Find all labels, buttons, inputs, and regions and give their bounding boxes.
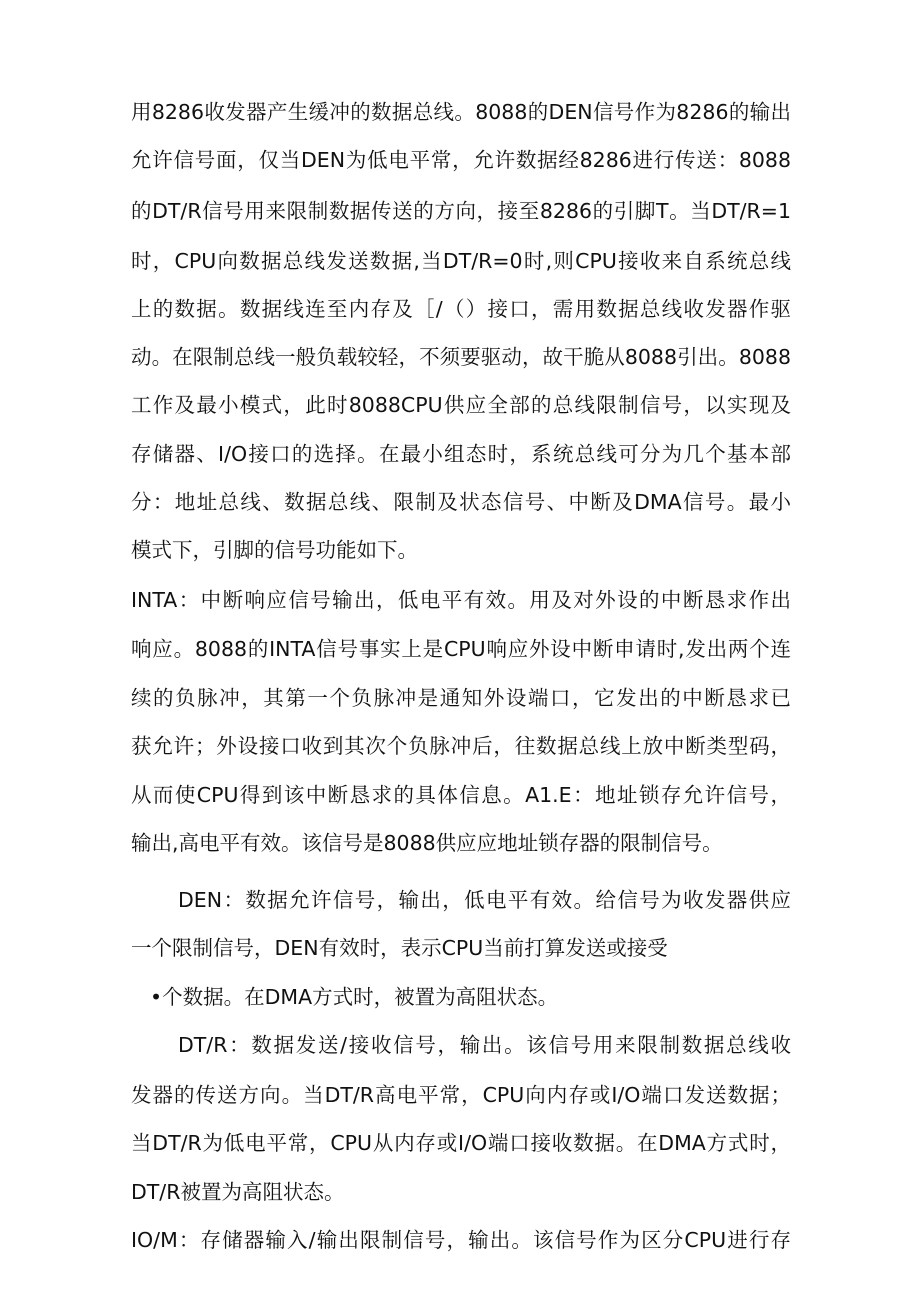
text-line: INTA：中断响应信号输出，低电平有效。用及对外设的中断恳求作出 xyxy=(131,588,791,612)
text-line: 允许信号面，仅当DEN为低电平常，允许数据经8286进行传送：8088 xyxy=(131,148,791,172)
text-line: 获允许；外设接口收到其次个负脉冲后，往数据总线上放中断类型码， xyxy=(131,734,791,758)
text-line: 一个限制信号，DEN有效时，表示CPU当前打算发送或接受 xyxy=(131,936,668,960)
text-line: 响应。8088的INTA信号事实上是CPU响应外设中断申请时,发出两个连 xyxy=(131,637,791,661)
text-line: 模式下，引脚的信号功能如下。 xyxy=(131,538,418,562)
text-line: 上的数据。数据线连至内存及［/（）接口，需用数据总线收发器作驱 xyxy=(131,297,791,321)
text-line: 发器的传送方向。当DT/R高电平常，CPU向内存或I/O端口发送数据； xyxy=(131,1083,791,1107)
text-line: DT/R被置为高阻状态。 xyxy=(131,1180,345,1204)
text-line: 当DT/R为低电平常，CPU从内存或I/O端口接收数据。在DMA方式时， xyxy=(131,1131,791,1155)
text-line: 的DT/R信号用来限制数据传送的方向，接至8286的引脚T。当DT/R=1 xyxy=(131,199,791,223)
text-line: 工作及最小模式，此时8088CPU供应全部的总线限制信号，以实现及 xyxy=(131,393,791,417)
text-line: 输出,高电平有效。该信号是8088供应应地址锁存器的限制信号。 xyxy=(131,831,723,855)
text-line: 时，CPU向数据总线发送数据,当DT/R=0时,则CPU接收来自系统总线 xyxy=(131,249,791,273)
text-line: 存储器、I/O接口的选择。在最小组态时，系统总线可分为几个基本部 xyxy=(131,442,791,466)
text-line: DT/R：数据发送/接收信号，输出。该信号用来限制数据总线收 xyxy=(178,1033,791,1057)
text-line: 动。在限制总线一般负载较轻，不须要驱动，故干脆从8088引出。8088 xyxy=(131,345,791,369)
text-line: 续的负脉冲，其第一个负脉冲是通知外设端口，它发出的中断恳求已 xyxy=(131,686,791,710)
text-line: 分：地址总线、数据总线、限制及状态信号、中断及DMA信号。最小 xyxy=(131,490,791,514)
text-line: •个数据。在DMA方式时，被置为高阻状态。 xyxy=(150,985,559,1009)
text-line: 从而使CPU得到该中断恳求的具体信息。A1.E：地址锁存允许信号， xyxy=(131,783,791,807)
text-line: 用8286收发器产生缓冲的数据总线。8088的DEN信号作为8286的输出 xyxy=(131,100,791,124)
text-line: DEN：数据允许信号，输出，低电平有效。给信号为收发器供应 xyxy=(178,888,791,912)
text-line: IO/M：存储器输入/输出限制信号，输出。该信号作为区分CPU进行存 xyxy=(131,1228,791,1252)
